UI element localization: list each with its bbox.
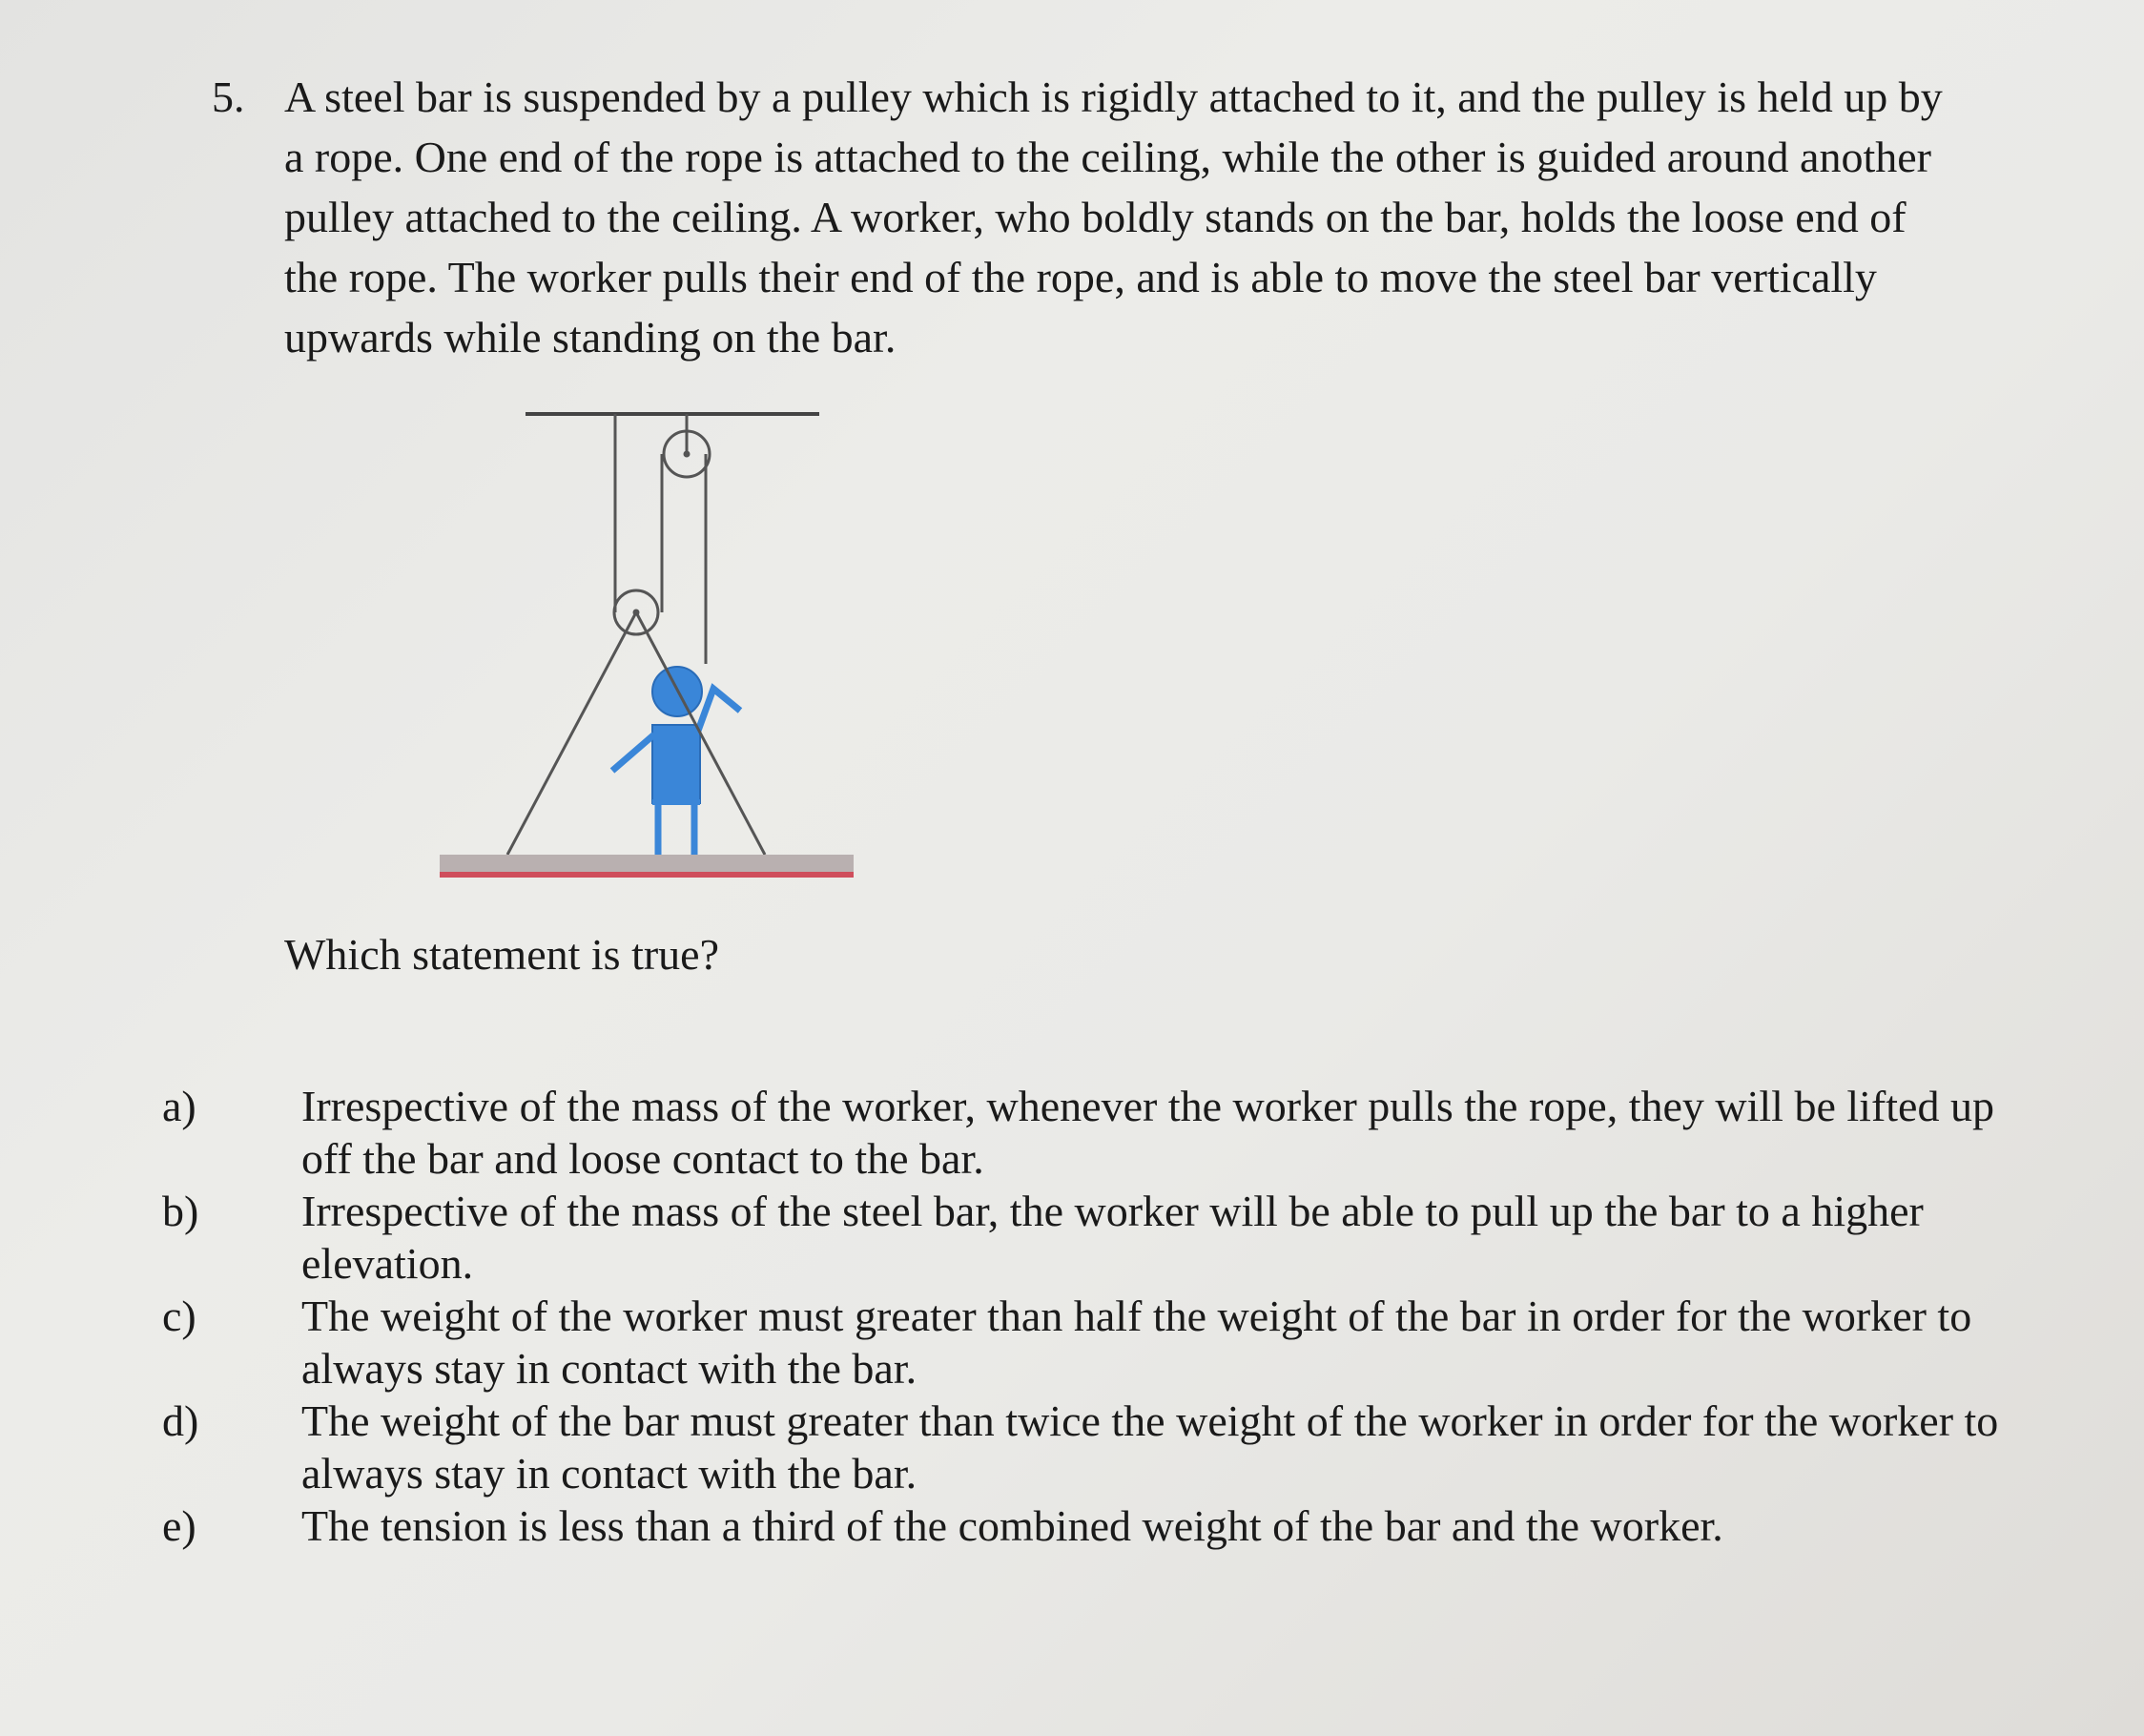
question-number: 5. — [212, 72, 245, 121]
worker-waist — [652, 799, 700, 805]
question-prompt: Which statement is true? — [284, 930, 720, 979]
option-b[interactable] — [162, 1185, 2012, 1290]
option-text: Irrespective of the mass of the worker, whenever the worker pulls the rope, they will be lifted up off the bar and loose contact to the bar. — [301, 1082, 1994, 1183]
option-text: The tension is less than a third of the combined weight of the bar and the worker. — [301, 1501, 1723, 1550]
pulley-diagram — [431, 401, 870, 887]
bar-pulley-axle — [633, 610, 639, 615]
worker-body — [652, 725, 700, 803]
option-letter: c) — [162, 1292, 196, 1340]
option-text: The weight of the worker must greater than half the weight of the bar in order for the worker to always stay in contact with the bar. — [301, 1292, 1972, 1393]
steel-bar-edge — [440, 872, 854, 878]
option-c[interactable] — [162, 1290, 2012, 1395]
option-text: Irrespective of the mass of the steel bar, the worker will be able to pull up the bar to a higher elevation. — [301, 1187, 1924, 1288]
frame-left-strut — [507, 612, 636, 855]
question-text: A steel bar is suspended by a pulley which is rigidly attached to it, and the pulley is held up by a rope. One end of the rope is attached to the ceiling, while the other is guided around another pulley attached to the ceiling. A worker, who boldly stands on the bar, holds the loose end of the rope. The worker pulls their end of the rope, and is able to move the steel bar vertically upwards while standing on the bar. — [284, 72, 1943, 362]
option-a[interactable] — [162, 1080, 2012, 1185]
option-e[interactable] — [162, 1499, 2012, 1552]
worker-figure — [612, 667, 740, 855]
option-letter: e) — [162, 1501, 196, 1550]
worker-arm-right — [698, 689, 740, 731]
option-text: The weight of the bar must greater than twice the weight of the worker in order for the worker to always stay in contact with the bar. — [301, 1396, 1999, 1498]
option-letter: b) — [162, 1187, 199, 1235]
answer-options — [162, 1080, 2012, 1552]
ceiling-pulley-axle — [684, 451, 690, 457]
option-letter: d) — [162, 1396, 199, 1445]
worker-arm-left — [612, 734, 654, 771]
option-letter: a) — [162, 1082, 196, 1130]
option-d[interactable] — [162, 1395, 2012, 1499]
